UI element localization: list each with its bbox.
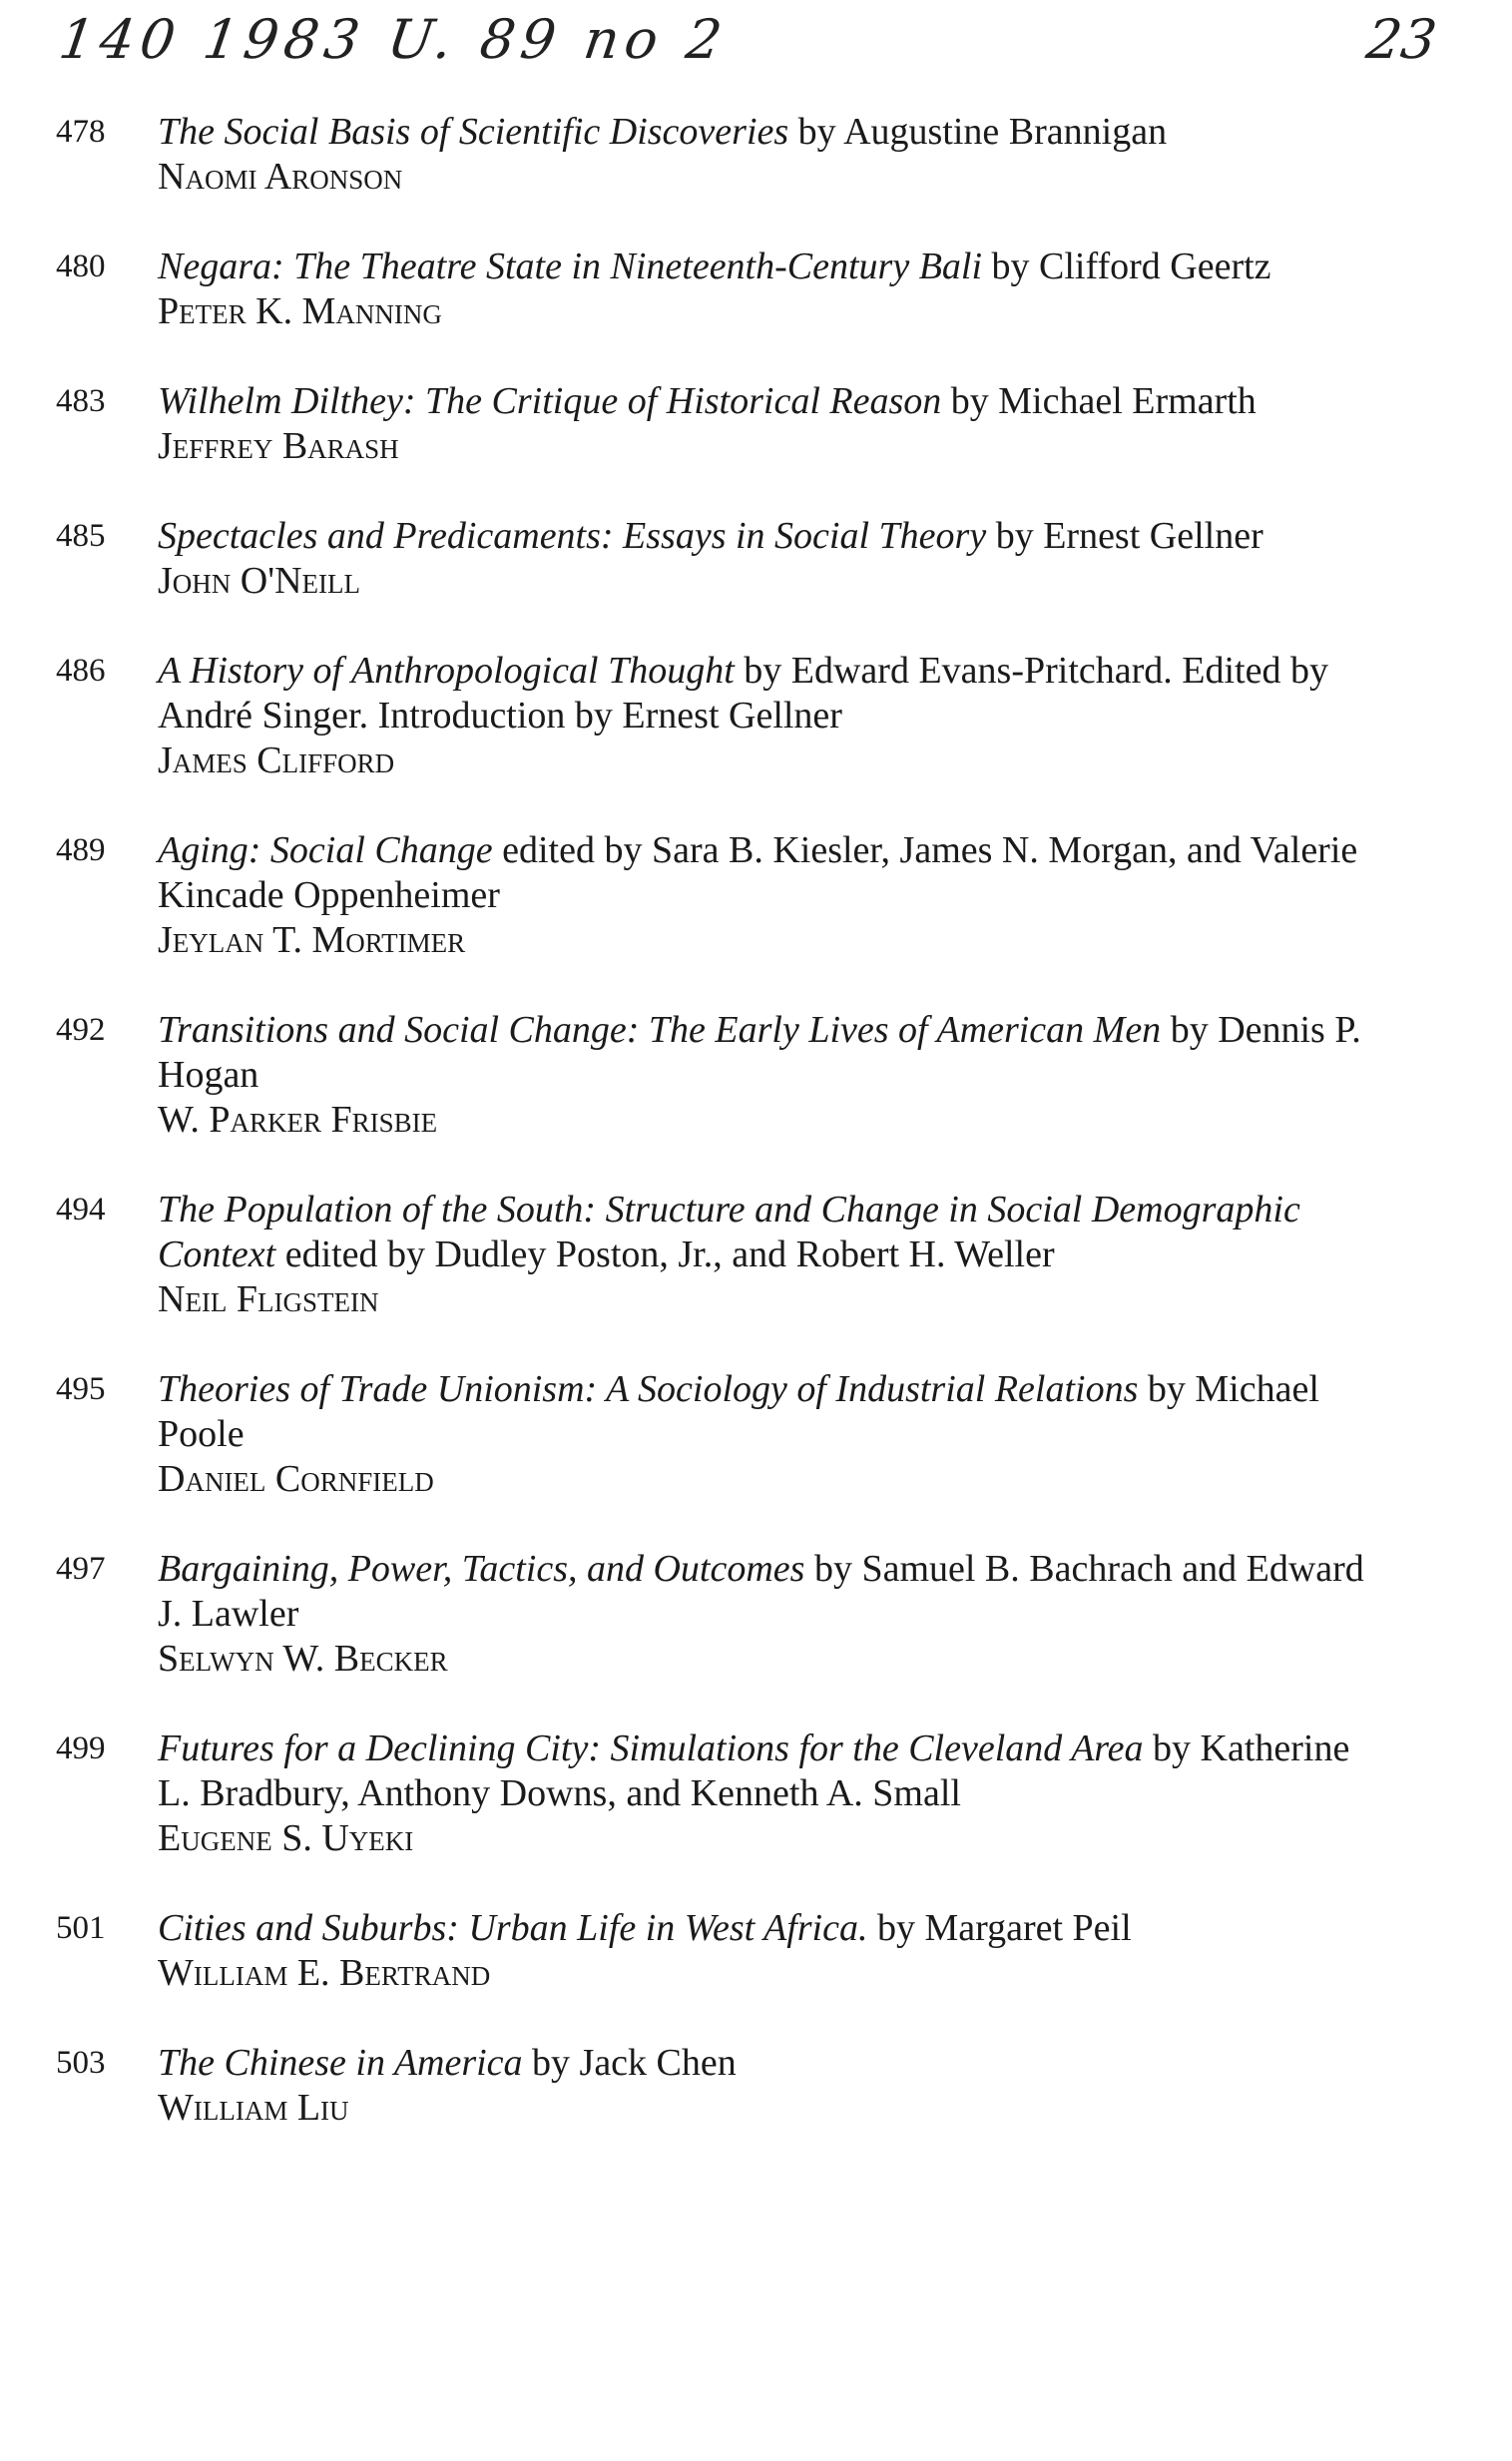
review-entry xyxy=(0,110,1512,200)
book-title: Transitions and Social Change: The Early Lives of American Men xyxy=(158,1009,1162,1051)
entry-body xyxy=(158,1188,1365,1322)
book-credit: edited by Sara B. Kiesler, James N. Morgan, and Valerie Kincade Oppenheimer xyxy=(158,829,1358,916)
entry-citation xyxy=(158,1008,1365,1098)
book-credit: by Clifford Geertz xyxy=(982,246,1271,287)
book-title: Aging: Social Change xyxy=(158,829,493,871)
book-credit: by Samuel B. Bachrach and Edward J. Lawler xyxy=(158,1548,1364,1635)
reviewer-name: William E. Bertrand xyxy=(158,1952,491,1994)
book-title: The Population of the South: Structure and Change in Social Demographic Context xyxy=(158,1189,1300,1275)
entry-citation xyxy=(158,1367,1365,1457)
book-credit: by Michael Poole xyxy=(158,1368,1319,1455)
reviewer-name: Jeffrey Barash xyxy=(158,425,399,467)
review-entry xyxy=(0,1906,1512,1996)
book-credit: by Edward Evans-Pritchard. Edited by André Singer. Introduction by Ernest Gellner xyxy=(158,650,1328,737)
entry-page-number: 497 xyxy=(56,1551,106,1587)
reviewer-name: Peter K. Manning xyxy=(158,290,442,332)
entry-page-number: 478 xyxy=(56,114,106,150)
reviewer-name: John O'Neill xyxy=(158,560,360,602)
review-entry xyxy=(0,245,1512,334)
handwritten-call-number: 140 1983 U. 89 no 2 xyxy=(55,8,732,71)
review-entry xyxy=(0,1726,1512,1861)
review-entry xyxy=(0,379,1512,469)
entry-body xyxy=(158,828,1365,963)
book-title: Futures for a Declining City: Simulations for the Cleveland Area xyxy=(158,1727,1144,1769)
entry-page-number: 494 xyxy=(56,1192,106,1228)
entry-citation xyxy=(158,245,1365,289)
entry-body xyxy=(158,1726,1365,1861)
entry-page-number: 501 xyxy=(56,1910,106,1946)
entry-body xyxy=(158,1008,1365,1143)
book-review-list xyxy=(0,110,1512,2176)
reviewer-name: Selwyn W. Becker xyxy=(158,1638,448,1680)
entry-citation xyxy=(158,1188,1365,1277)
entry-citation xyxy=(158,1547,1365,1637)
book-title: Negara: The Theatre State in Nineteenth-Century Bali xyxy=(158,246,983,287)
entry-body xyxy=(158,110,1365,200)
entry-body xyxy=(158,514,1365,604)
entry-citation xyxy=(158,379,1365,424)
entry-body xyxy=(158,649,1365,783)
book-credit: edited by Dudley Poston, Jr., and Robert H. Weller xyxy=(275,1233,1055,1275)
entry-page-number: 480 xyxy=(56,248,106,284)
entry-page-number: 495 xyxy=(56,1371,106,1407)
book-title: The Social Basis of Scientific Discoveries xyxy=(158,111,789,153)
book-title: A History of Anthropological Thought xyxy=(158,650,735,692)
review-entry xyxy=(0,1188,1512,1322)
entry-page-number: 503 xyxy=(56,2045,106,2081)
book-credit: by Ernest Gellner xyxy=(986,515,1263,557)
reviewer-name: Daniel Cornfield xyxy=(158,1458,434,1500)
book-credit: by Jack Chen xyxy=(522,2042,737,2084)
review-entry xyxy=(0,828,1512,963)
review-entry xyxy=(0,1547,1512,1682)
entry-body xyxy=(158,2041,1365,2131)
entry-page-number: 485 xyxy=(56,518,106,554)
review-entry xyxy=(0,649,1512,783)
review-entry xyxy=(0,2041,1512,2131)
entry-citation xyxy=(158,828,1365,918)
reviewer-name: Jeylan T. Mortimer xyxy=(158,919,466,961)
book-title: Spectacles and Predicaments: Essays in Social Theory xyxy=(158,515,987,557)
book-title: Wilhelm Dilthey: The Critique of Historical Reason xyxy=(158,380,942,422)
entry-body xyxy=(158,1906,1365,1996)
entry-page-number: 489 xyxy=(56,832,106,868)
book-credit: by Katherine L. Bradbury, Anthony Downs, and Kenneth A. Small xyxy=(158,1727,1350,1814)
handwritten-page-mark: 23 xyxy=(1362,8,1441,71)
book-title: Cities and Suburbs: Urban Life in West Africa. xyxy=(158,1907,868,1949)
entry-citation xyxy=(158,649,1365,738)
entry-citation xyxy=(158,110,1365,155)
reviewer-name: W. Parker Frisbie xyxy=(158,1099,438,1141)
reviewer-name: James Clifford xyxy=(158,739,395,781)
review-entry xyxy=(0,1367,1512,1502)
entry-citation xyxy=(158,514,1365,559)
entry-citation xyxy=(158,2041,1365,2086)
reviewer-name: Eugene S. Uyeki xyxy=(158,1817,414,1859)
book-title: Bargaining, Power, Tactics, and Outcomes xyxy=(158,1548,805,1590)
review-entry xyxy=(0,514,1512,604)
book-credit: by Michael Ermarth xyxy=(941,380,1257,422)
review-entry xyxy=(0,1008,1512,1143)
entry-body xyxy=(158,1367,1365,1502)
book-credit: by Augustine Brannigan xyxy=(788,111,1168,153)
entry-page-number: 499 xyxy=(56,1730,106,1766)
reviewer-name: William Liu xyxy=(158,2087,349,2129)
entry-page-number: 492 xyxy=(56,1012,106,1048)
entry-body xyxy=(158,379,1365,469)
book-title: Theories of Trade Unionism: A Sociology of Industrial Relations xyxy=(158,1368,1139,1410)
entry-page-number: 486 xyxy=(56,653,106,689)
entry-citation xyxy=(158,1906,1365,1951)
book-credit: by Dennis P. Hogan xyxy=(158,1009,1361,1096)
reviewer-name: Naomi Aronson xyxy=(158,156,403,198)
book-credit: by Margaret Peil xyxy=(867,1907,1132,1949)
entry-citation xyxy=(158,1726,1365,1816)
book-title: The Chinese in America xyxy=(158,2042,523,2084)
entry-body xyxy=(158,245,1365,334)
entry-page-number: 483 xyxy=(56,383,106,419)
entry-body xyxy=(158,1547,1365,1682)
reviewer-name: Neil Fligstein xyxy=(158,1278,379,1320)
